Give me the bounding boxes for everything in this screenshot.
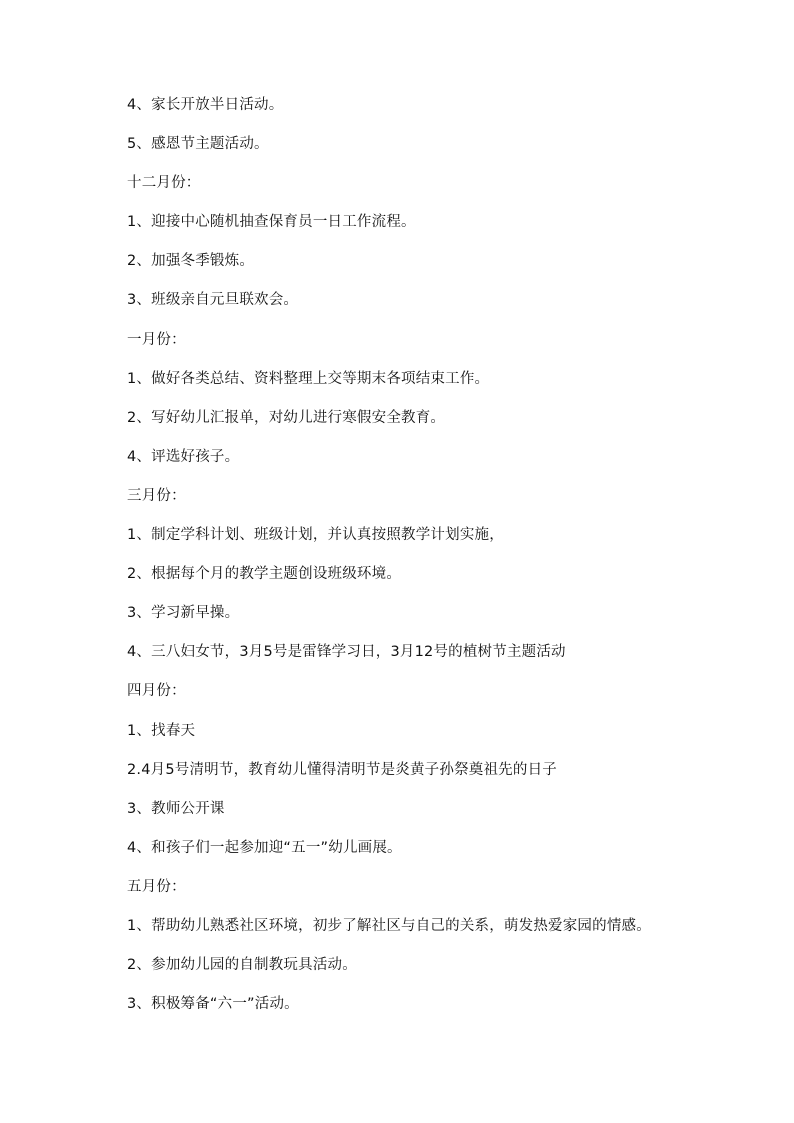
text-line: 3、班级亲自元旦联欢会。 bbox=[127, 292, 299, 309]
text-line: 5、感恩节主题活动。 bbox=[127, 136, 269, 153]
document-body bbox=[127, 92, 727, 1030]
text-line: 1、帮助幼儿熟悉社区环境，初步了解社区与自己的关系，萌发热爱家园的情感。 bbox=[127, 917, 651, 934]
text-line: 4、家长开放半日活动。 bbox=[127, 97, 284, 113]
text-line: 3、学习新早操。 bbox=[127, 605, 240, 622]
text-line: 4、和孩子们一起参加迎“五一”幼儿画展。 bbox=[127, 839, 402, 856]
text-line: 2、参加幼儿园的自制教玩具活动。 bbox=[127, 957, 357, 974]
text-line: 3、积极筹备“六一”活动。 bbox=[127, 996, 299, 1013]
text-line: 2、加强冬季锻炼。 bbox=[127, 253, 255, 270]
text-line: 1、做好各类总结、资料整理上交等期末各项结束工作。 bbox=[127, 370, 490, 387]
text-line: 1、制定学科计划、班级计划，并认真按照教学计划实施， bbox=[127, 527, 504, 544]
text-line: 3、教师公开课 bbox=[127, 800, 225, 817]
section-heading: 三月份： bbox=[127, 487, 186, 504]
text-line: 1、迎接中心随机抽查保育员一日工作流程。 bbox=[127, 214, 416, 231]
text-line: 4、三八妇女节，3月5号是雷锋学习日，3月12号的植树节主题活动 bbox=[127, 644, 566, 661]
text-line: 1、找春天 bbox=[127, 722, 196, 739]
section-heading: 十二月份： bbox=[127, 175, 201, 192]
section-heading: 一月份： bbox=[127, 331, 186, 348]
section-heading: 四月份： bbox=[127, 683, 186, 700]
text-line: 4、评选好孩子。 bbox=[127, 448, 240, 465]
text-line: 2、写好幼儿汇报单，对幼儿进行寒假安全教育。 bbox=[127, 409, 446, 426]
text-line: 2.4月5号清明节，教育幼儿懂得清明节是炎黄子孙祭奠祖先的日子 bbox=[127, 761, 557, 778]
text-line: 2、根据每个月的教学主题创设班级环境。 bbox=[127, 566, 402, 583]
section-heading: 五月份： bbox=[127, 878, 186, 895]
